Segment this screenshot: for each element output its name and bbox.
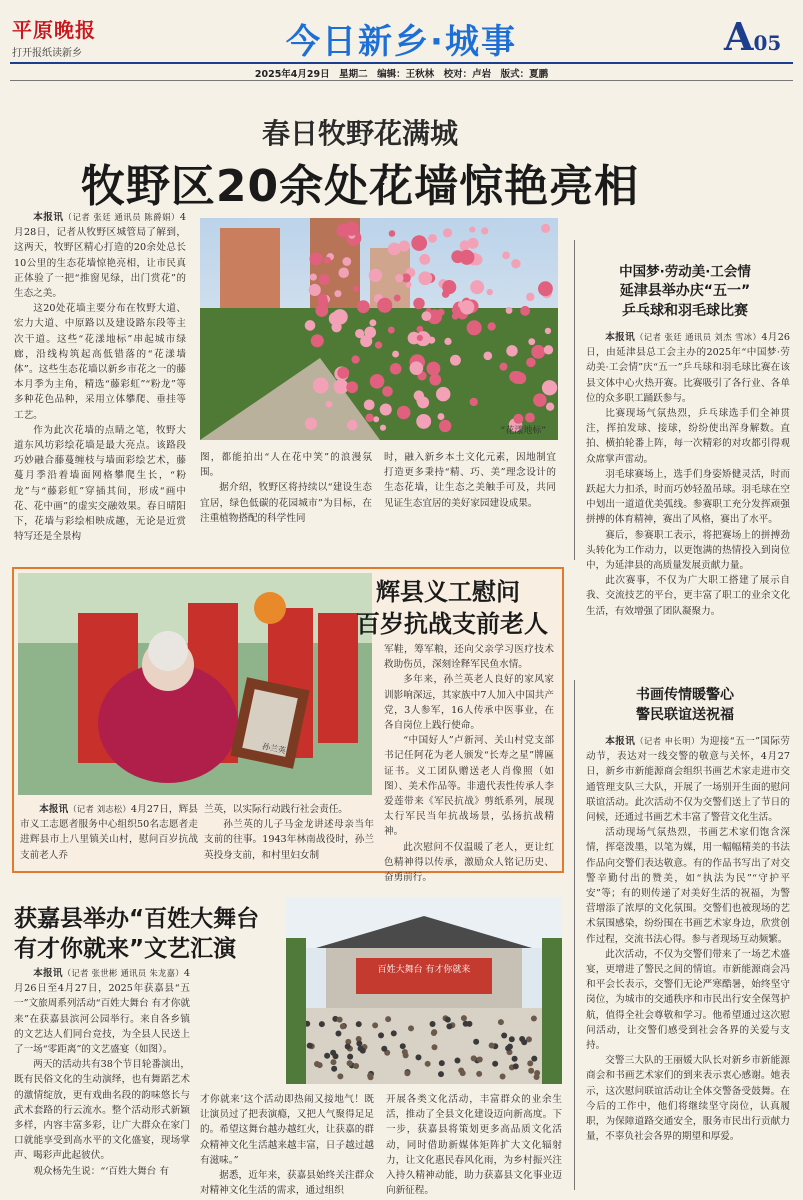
story4-headline-1: 书画传情暖警心 [636,687,734,703]
rose-flower [417,335,423,341]
audience-member [391,1030,397,1036]
story5-headline-2: 有才你就来”文艺汇演 [14,936,237,962]
audience-member [358,1046,364,1052]
audience-member [473,1039,479,1045]
story1-col1-p3: 作为此次花墙的点睛之笔，牧野大道东风坊彩绘花墙是最大亮点。该路段巧妙融合藤蔓缠枝与墙面彩绘艺术，藤蔓月季沿着墙面网格攀爬生长，“粉龙”与“藤彩虹”穿插其间，形成“画中花、花中画”的虚实交融效果。春日晴阳下，花墙与彩绘相映成趣，无论是近赏特写还是全景构 [14,424,186,543]
rose-flower [334,290,341,297]
rose-flower [305,418,317,430]
audience-member [512,1056,518,1062]
audience-member [446,1023,452,1029]
rose-flower [450,355,461,366]
audience-member [331,1066,337,1072]
audience-member [347,1054,353,1060]
audience-member [513,1063,519,1069]
rose-flower [369,269,382,282]
audience-member [461,1015,467,1021]
story5-col2 [200,1092,374,1197]
audience-member [381,1046,387,1052]
story5-headline-1: 获嘉县举办“百姓大舞台 [14,906,260,932]
page-digits: 05 [753,31,782,55]
page-number [724,14,781,59]
rose-flower [310,252,323,265]
story1-headline: 牧野区20余处花墙惊艳亮相 [80,161,640,212]
rose-flower [373,416,379,422]
story3-right-p3: “中国好人”卢新河、关山村党支部书记任阿花为老人颁发“长寿之星”牌匾证书。义工团队赠送老人肖像照（如图）、美术作品等。非遗代表性传承人李爱莲带来《军民抗战》剪纸系列，展现太行军民当年抗战场景，弘扬抗战精神。 [384,735,554,838]
story3-right-first: 军鞋，筹军粮，还向父亲学习医疗技术救助伤员，深刻诠释军民鱼水情。 [384,644,554,671]
rose-flower [429,374,441,386]
rose-flower [426,362,440,376]
story4-body [586,734,790,1190]
rose-flower [542,380,557,395]
story1-col3 [384,450,556,550]
audience-member [476,1071,482,1077]
audience-member [531,1015,537,1021]
story3-left-text: 4月27日，辉县市义工志愿者服务中心组织50名志愿者走进辉县市上八里镇关山村，慰问百岁抗战支前老人乔 [20,804,199,861]
rose-flower [336,224,349,237]
rose-flower [337,367,349,379]
brand-slogan: 打开报纸读新乡 [12,48,82,59]
rose-flower [406,282,412,288]
audience-member [438,1071,444,1077]
story5-mid: 才你就来’这个活动即热闹又接地气！既让演员过了把表演瘾，又把人气聚得足足的。希望这舞台越办越红火，让获嘉的群众精神文化生活越来越丰富，日子越过越有滋味。” [200,1094,374,1166]
audience-member [519,1036,525,1042]
rose-flower [380,404,392,416]
story5-lead: 本报讯 [33,968,63,979]
right-column-divider [574,240,575,560]
story1-photo [200,218,558,440]
section-title: 今日新乡·城事 [286,22,517,62]
rose-flower [526,358,536,368]
story3-mid-p2: 孙兰英的儿子马金龙讲述母亲当年支前的往事。1943年林南战役时，孙兰英投身支前，和村里妇女制 [204,819,374,861]
rose-flower [428,234,437,243]
story1-col2-p2: 据介绍，牧野区将持续以“建设生态宜居，绿色低碳的花园城市”为目标，在注重植物搭配的科学性同 [200,482,372,524]
rose-flower [377,298,392,313]
story3-headline-2: 百岁抗战支前老人 [356,610,548,638]
rose-flower [525,413,535,423]
rose-flower [487,322,495,330]
stage-banner-text: 百姓大舞台 有才你就来 [377,965,471,975]
rose-flower [438,413,445,420]
rose-flower [338,268,349,279]
audience-member [403,1052,409,1058]
story3-photo [18,573,372,795]
story5-p3: 观众杨先生说：“‘百姓大舞台 有 [33,1165,169,1177]
rose-flower [439,420,451,432]
audience-member [439,1060,445,1066]
rose-flower [364,399,375,410]
page-letter: A [724,14,754,59]
audience-member [372,1022,378,1028]
story3-credit: （记者 刘志松） [68,804,131,814]
rose-flower [394,295,401,302]
story3-lead: 本报讯 [39,804,69,815]
rose-flower [545,328,551,334]
audience-member [340,1023,346,1029]
story2-p4: 赛后，参赛职工表示，将把赛场上的拼搏劲头转化为工作动力，以更饱满的热情投入到岗位中，为延津县的高质量发展贡献力量。 [586,529,790,572]
story2-p1: 4月26日，由延津县总工会主办的2025年“中国梦·劳动美·工会情”庆“五一”乒乓球和羽毛球比赛在该县文体中心火热开赛。比赛吸引了各行业、各单位的众多职工踊跃参与。 [586,332,790,404]
story2-p2: 比赛现场气氛热烈，乒乓球选手们全神贯注，挥拍发球、接球，纷纷使出浑身解数。直拍、横拍轮番上阵，每一次精彩的对攻都引得观众席掌声雷动。 [586,408,790,465]
audience-member [528,1068,534,1074]
lower-right-divider [574,680,575,1190]
rose-flower [392,351,399,358]
audience-member [489,1043,495,1049]
audience-member [368,1074,374,1080]
story3-mid [204,802,374,864]
rose-flower [413,298,424,309]
audience-member [445,1017,451,1023]
rose-flower [347,420,357,430]
rose-flower [470,280,484,294]
rose-flower [369,319,376,326]
rose-flower [533,393,546,406]
audience-member [330,1059,336,1065]
story1-col1-text: 4月28日，记者从牧野区城管局了解到，这两天，牧野区精心打造的20余处总长10公里的生态花墙惊艳亮相，让市民真正体验了一把“推窗见绿，出门赏花”的生态之美。 [14,212,186,300]
audience-member [319,1021,325,1027]
audience-member [466,1021,472,1027]
audience-member [471,1055,477,1061]
rose-flower [324,257,331,264]
audience-member [307,1043,313,1049]
rose-flower [397,406,411,420]
rose-flower [443,228,452,237]
rose-flower [353,286,359,292]
story3-mid-text: 兰英，以实际行动践行社会责任。 [204,804,348,815]
rose-flower [419,254,430,265]
rose-flower [442,280,456,294]
audience-member [337,1073,343,1079]
rose-flower [483,351,492,360]
rose-flower [467,320,482,335]
rose-flower [506,345,517,356]
audience-member [337,1017,343,1023]
story5-right: 开展各类文化活动，丰富群众的业余生活，推动了全县文化建设迈向新高度。下一步，获嘉县将策划更多高品质文化活动，同时借助新媒体矩阵扩大文化辐射力，让文化惠民春风化雨，为乡村振兴注入持久精神动能，助力获嘉县文化事业迈向新征程。 [386,1094,562,1197]
rose-flower [526,293,534,301]
rose-flower [342,257,351,266]
rose-flower [390,363,402,375]
story4-headline-2: 警民联谊送祝福 [636,707,734,723]
story1-photo-caption: “花漾地标” [500,426,546,436]
rose-flower [365,414,373,422]
audience-member [330,1050,336,1056]
audience-member [430,1021,436,1027]
rose-flower [436,387,450,401]
rose-flower [418,271,432,285]
story3-left [20,802,198,864]
audience-member [356,1041,362,1047]
audience-member [347,1060,353,1066]
audience-member [335,1030,341,1036]
audience-member [458,1067,464,1073]
rose-flower [329,312,343,326]
audience-member [404,1070,410,1076]
story4-p4: 交警三大队的王丽媛大队长对新乡市新能源商会和书画艺术家们的到来表示衷心感谢。她表示，这次慰问联谊活动让全体交警备受鼓舞。在今后的工作中，他们将继续坚守岗位，认真履职，为保障道路交通安全，服务市民出行贡献力量，不辜负社会各界的期望和厚爱。 [586,1055,790,1143]
audience-member [353,1063,359,1069]
rose-flower [421,311,431,321]
rose-flower [318,294,327,303]
audience-member [531,1056,537,1062]
rose-flower [319,274,330,285]
story5-p2: 两天的活动共有38个节目轮番演出，既有民俗文化的生动演绎，也有舞蹈艺术的激情绽放，更有戏曲名段的韵味悠长与武术套路的行云流水。整个活动形式新颖多样，内容丰富多彩，让广大群众在家门口就能享受到高水平的文化盛宴，现场掌声、喝彩声此起彼伏。 [14,1059,190,1162]
rose-flower [460,300,474,314]
story1-credit: （记者 张廷 通讯员 陈爵娟） [63,212,180,222]
audience-member [534,1070,540,1076]
rose-flower [528,338,535,345]
rose-flower [310,273,317,280]
story2-p5: 此次赛事，不仅为广大职工搭建了展示自我、交流技艺的平台，更丰富了职工的业余文化生活，有效增强了团队凝聚力。 [586,575,790,617]
audience-member [314,1061,320,1067]
story1-col2 [200,450,372,550]
story2-headline-1: 延津县举办庆“五一” [619,283,751,299]
audience-member [501,1033,507,1039]
story2-credit: （记者 张廷 通讯员 刘杰 雪冰） [635,332,762,342]
story4-credit: （记者 申长明） [635,736,700,746]
audience-member [431,1030,437,1036]
rose-flower [520,306,530,316]
story5-mid-p2: 据悉，近年来，获嘉县始终关注群众对精神文化生活的需求，通过组织 [200,1170,374,1197]
rose-flower [499,363,507,371]
dateline: 2025年4月29日 星期二 编辑：王秋林 校对：卢岩 版式：夏鹏 [254,69,549,80]
rose-flower [389,230,396,237]
audience-member [431,1044,437,1050]
rose-flower [416,414,431,429]
rose-flower [411,235,427,251]
rose-flower [469,226,475,232]
rose-flower [388,243,401,256]
rose-flower [334,379,349,394]
rose-flower [382,386,393,397]
story1-lead: 本报讯 [33,212,64,223]
rose-flower [395,274,403,282]
story4-p2: 活动现场气氛热烈，书画艺术家们饱含深情，挥毫泼墨，以笔为媒，用一幅幅精美的书法作品向交警们表达敬意。有的作品书写出了对交警辛勤付出的赞美，如“执法为民”“守护平安”等；有的则传递了对美好生活的祝福，为警营增添了浓厚的文化氛围。交警们也被现场的艺术氛围感染，纷纷围在书画艺术家身边，欣赏创作过程，交流书法心得。参与者现场互动频繁。 [586,827,790,945]
rose-flower [305,320,316,331]
rose-flower [375,341,382,348]
rose-flower [351,355,359,363]
story5-photo [286,898,562,1084]
audience-member [527,1060,533,1066]
story1-col1 [14,210,186,555]
portrait-frame-label: 孙兰英 [261,741,287,756]
story2-p3: 羽毛球赛场上，选手们身姿矫健灵活，时而跃起大力扣杀，时而巧妙轻盈吊球。羽毛球在空中划出一道道优美弧线。参赛职工充分发挥顽强拼搏的体育精神，赛出了风格，赛出了水平。 [586,468,790,526]
rose-flower [309,284,321,296]
rose-flower [416,396,426,406]
rose-flower [410,361,424,375]
rose-flower [470,398,478,406]
audience-member [400,1043,406,1049]
story4-p1: 为迎接“五一”国际劳动节，表达对一线交警的敬意与关怀，4月27日，新乡市新能源商会组织书画艺术家走进市交通管理支队三大队，开展了一场别开生面的慰问联谊活动。此次活动不仅为交警们送上了节日的问候，还通过书画艺术丰富了警营文化生活。 [586,736,791,824]
audience-member [408,1025,414,1031]
rose-flower [346,381,358,393]
story1-col3-text: 时，融入新乡本土文化元素，因地制宜打造更多秉持“精、巧、美”理念设计的生态花墙，让生态之美触手可及，共同见证生态宜居的美好家园建设成果。 [384,452,556,509]
story5-col1 [14,966,190,1192]
dateline-rule [10,80,793,81]
audience-member [378,1032,384,1038]
rose-flower [313,378,329,394]
story3-headline-1: 辉县义工慰问 [376,578,520,606]
rose-flower [511,259,520,268]
rose-flower [544,345,553,354]
audience-member [415,1054,421,1060]
audience-member [509,1036,515,1042]
story1-kicker: 春日牧野花满城 [261,117,458,150]
rose-flower [370,374,385,389]
rose-flower [326,401,333,408]
audience-member [492,1061,498,1067]
audience-member [454,1058,460,1064]
story2-lead: 本报讯 [605,332,636,343]
audience-member [425,1061,431,1067]
masthead [0,0,803,78]
story3-right-p2: 多年来，孙兰英老人良好的家风家训影响深远，其家族中7人加入中国共产党，3人参军，16人传承中医事业，在各自岗位上践行使命。 [384,674,554,732]
rose-flower [506,307,513,314]
story4-lead: 本报讯 [605,736,636,747]
rose-flower [357,300,370,313]
rose-flower [511,371,524,384]
audience-member [500,1073,506,1079]
story5-col3 [386,1092,562,1197]
rose-flower [531,345,545,359]
rose-flower [444,338,451,345]
audience-member [507,1044,513,1050]
audience-member [345,1044,351,1050]
audience-member [356,1021,362,1027]
rose-flower [459,250,474,265]
story1-col2-text: 图，都能拍出“人在花中笑”的浪漫氛围。 [200,452,372,479]
rose-flower [487,289,493,295]
rose-flower [311,334,324,347]
rose-flower [380,425,386,431]
rose-flower [546,403,554,411]
rose-flower [388,327,395,334]
story5-credit: （记者 张世彬 通讯员 朱龙嘉） [62,968,184,978]
rose-flower [481,227,488,234]
story3-right-p4: 此次慰问不仅温暖了老人，更让红色精神得以传承，激励众人铭记历史、奋勇前行。 [384,841,554,884]
rose-flower [360,335,372,347]
story2-headline-2: 乒乓球和羽毛球比赛 [622,303,748,319]
story3-right [384,642,554,884]
audience-member [385,1016,391,1022]
story4-p3: 此次活动，不仅为交警们带来了一场艺术盛宴，更增进了警民之间的情谊。市新能源商会冯和平会长表示，交警们无论严寒酷暑，始终坚守岗位，为城市的交通秩序和市民出行安全保驾护航，值得全社会尊敬和学习。他希望通过这次慰问活动，让交警们感受到社会各界的关爱与支持。 [586,948,790,1052]
rose-flower [502,252,510,260]
audience-member [477,1056,483,1062]
story2-body [586,330,790,660]
brand-logo: 平原晚报 [12,18,96,42]
story2-kicker: 中国梦·劳动美·工会情 [619,264,751,280]
audience-member [498,1019,504,1025]
rose-flower [541,224,550,233]
masthead-rule [10,62,793,64]
rose-flower [538,281,553,296]
story5-p1: 4月26日至4月27日，2025年获嘉县“五一”文旅周系列活动“百姓大舞台 有才你就来”在获嘉县滨河公园举行。来自各乡镇的文艺达人们同台竞技，为全县人民送上了一场“零距离”的文艺盛宴（如图）。 [14,968,190,1056]
story1-col1-p2: 这20处花墙主要分布在牧野大道、宏力大道、中原路以及建设路东段等主次干道。这些“花漾地标”串起城市绿廊，沿线构筑起高低错落的“花漾墙体”。这些生态花墙以新乡市花之一的藤本月季为主角，精选“藤彩虹”“粉龙”等多种花色品种，采用立体攀爬、垂挂等工艺。 [14,303,186,421]
audience-member [324,1053,330,1059]
